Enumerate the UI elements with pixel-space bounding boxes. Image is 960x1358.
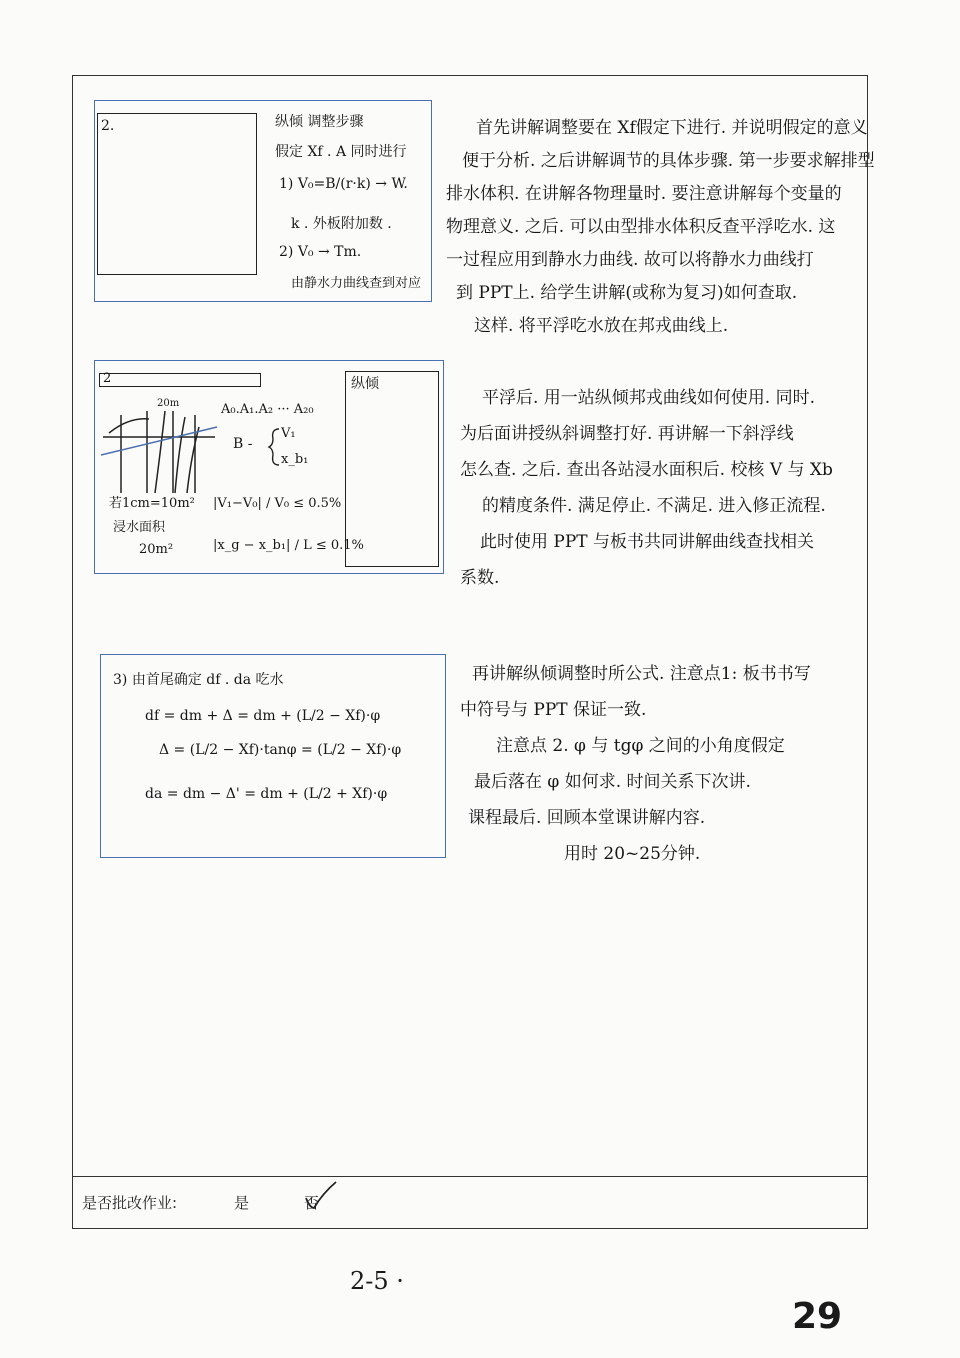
option-yes: 是: [234, 1194, 250, 1212]
box1-line-6: 由静水力曲线查到对应: [291, 276, 422, 291]
box3-line-4: da = dm − Δ' = dm + (L/2 + Xf)·φ: [145, 786, 388, 802]
box2-v1: V₁: [281, 426, 296, 441]
paragraph-2: [460, 380, 868, 596]
box2-label-20m: 20m: [157, 398, 180, 409]
homework-graded-question: 是否批改作业:: [82, 1194, 178, 1212]
blank-board-rectangle: [97, 113, 257, 275]
para3-line: 注意点 2. φ 与 tgφ 之间的小角度假定: [496, 736, 785, 756]
box3-line-1: 3) 由首尾确定 df . da 吃水: [113, 672, 284, 688]
box2-area-label: 浸水面积: [113, 520, 166, 535]
title-bar: [99, 373, 261, 387]
footer-divider: [72, 1176, 868, 1177]
sketch-box-3: [100, 654, 446, 858]
box2-stations: A₀.A₁.A₂ ··· A₂₀: [221, 402, 314, 417]
page-number: 29: [792, 1296, 843, 1337]
para3-line: 最后落在 φ 如何求. 时间关系下次讲.: [474, 772, 751, 792]
box2-b-label: B -: [233, 436, 253, 452]
para1-line: 便于分析. 之后讲解调节的具体步骤. 第一步要求解排型: [462, 151, 875, 171]
sketch-box-1: [94, 100, 432, 302]
box2-side-title: 纵倾: [351, 376, 379, 392]
box1-line-3: 1) V₀=B/(r·k) → W.: [279, 176, 408, 192]
box1-line-2: 假定 Xf . A 同时进行: [275, 144, 407, 160]
box1-line-5: 2) V₀ → Tm.: [279, 244, 362, 260]
box2-cond-2: |x_g − x_b₁| / L ≤ 0.1%: [213, 538, 364, 553]
para1-line: 排水体积. 在讲解各物理量时. 要注意讲解每个变量的: [446, 184, 842, 204]
box2-number: 2: [103, 371, 112, 386]
para1-line: 首先讲解调整要在 Xf假定下进行. 并说明假定的意义: [476, 118, 868, 138]
box2-xb1: x_b₁: [281, 452, 309, 467]
para2-line: 为后面讲授纵斜调整打好. 再讲解一下斜浮线: [460, 424, 794, 444]
box1-line-1: 纵倾 调整步骤: [275, 114, 364, 130]
box3-line-3: Δ = (L/2 − Xf)·tanφ = (L/2 − Xf)·φ: [159, 742, 402, 758]
para1-line: 一过程应用到静水力曲线. 故可以将静水力曲线打: [446, 250, 814, 270]
handwritten-page-mark: 2-5 ·: [350, 1267, 404, 1295]
para2-line: 系数.: [460, 568, 500, 588]
para2-line: 平浮后. 用一站纵倾邦戎曲线如何使用. 同时.: [482, 388, 816, 408]
para1-line: 这样. 将平浮吃水放在邦戎曲线上.: [474, 316, 729, 336]
brace-icon: [267, 427, 281, 467]
sketch-box-2: [94, 360, 444, 574]
box2-area-value: 20m²: [139, 542, 174, 557]
para3-line: 课程最后. 回顾本堂课讲解内容.: [468, 808, 706, 828]
para2-line: 怎么查. 之后. 查出各站浸水面积后. 校核 V 与 Xb: [460, 460, 833, 480]
para2-line: 此时使用 PPT 与板书共同讲解曲线查找相关: [480, 532, 815, 552]
para3-line: 用时 20~25分钟.: [564, 844, 701, 864]
paragraph-3: [460, 656, 868, 872]
box2-scale: 若1cm=10m²: [109, 496, 195, 511]
option-no: 否: [304, 1194, 320, 1212]
para1-line: 到 PPT上. 给学生讲解(或称为复习)如何查取.: [456, 283, 798, 303]
box3-line-2: df = dm + Δ = dm + (L/2 − Xf)·φ: [145, 708, 381, 724]
para1-line: 物理意义. 之后. 可以由型排水体积反查平浮吃水. 这: [446, 217, 836, 237]
box1-number: 2.: [101, 118, 115, 134]
paragraph-1: [446, 112, 875, 343]
para3-line: 中符号与 PPT 保证一致.: [460, 700, 647, 720]
para3-line: 再讲解纵倾调整时所公式. 注意点1: 板书书写: [472, 664, 811, 684]
checkmark-icon: [302, 1178, 338, 1214]
para2-line: 的精度条件. 满足停止. 不满足. 进入修正流程.: [482, 496, 826, 516]
box2-cond-1: |V₁−V₀| / V₀ ≤ 0.5%: [213, 496, 342, 511]
box1-line-4: k . 外板附加数 .: [291, 216, 392, 232]
